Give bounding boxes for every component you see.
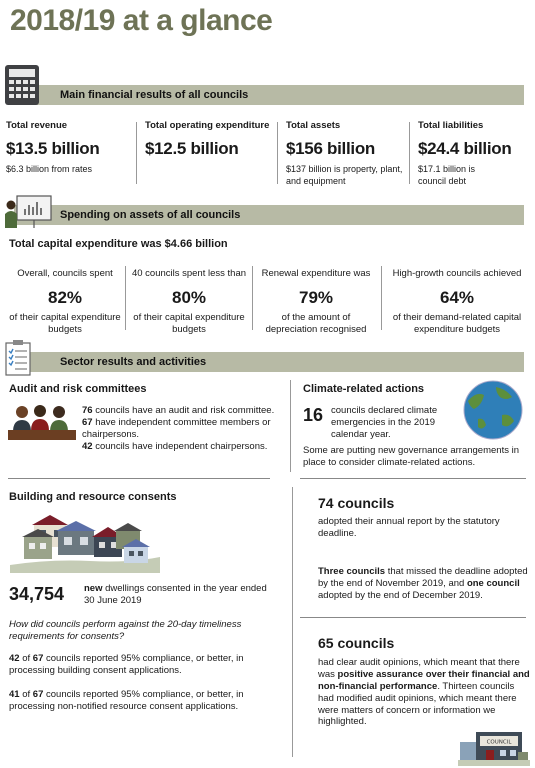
audit-text: have independent committee members or chairpersons. [82,417,271,440]
council-sign: COUNCIL [486,739,512,746]
column-divider [290,380,291,472]
opinions-text [318,657,530,728]
council-building-icon [458,722,530,766]
financial-value: $156 billion [286,138,375,158]
annual-desc: adopted by the end of December 2019. [318,589,483,601]
audit-heading: Audit and risk committees [9,383,147,395]
dwellings-number: 34,754 [9,584,65,604]
row-divider [300,617,526,618]
presenter-board-icon [3,194,53,230]
column-divider [292,487,293,757]
financial-heading: Total operating expenditure [145,120,270,131]
consent-question [9,619,279,643]
annual-bold: Three councils [318,566,386,577]
financial-value: $24.4 billion [418,138,512,158]
financial-item-revenue [6,120,132,176]
annual-desc: that missed the deadline adopted by the end of November 2019, and [318,566,528,589]
spending-note: of their demand-related capital expenditure budgets [392,312,522,335]
audit-number: 67 [82,417,93,428]
financial-note: $6.3 billion from rates [6,164,93,175]
spending-percent: 64% [439,287,475,307]
consent-building-stat [9,653,281,677]
spending-note: of their capital expenditure budgets [9,312,121,335]
section-band-financial [14,85,524,105]
building-heading: Building and resource consents [9,491,177,503]
audit-number: 76 [82,405,93,416]
consent-resource-stat [9,689,281,713]
audit-text: councils have an audit and risk committee. [92,405,275,416]
financial-heading: Total assets [286,120,341,131]
opinions-bold: positive assurance over their financial and non-financial performance [318,668,530,692]
page-title: 2018/19 at a glance [10,4,273,37]
column-divider [277,122,278,184]
spending-item [255,268,377,336]
financial-item-operating-expenditure [145,120,275,164]
spending-label: High-growth councils achieved [392,268,522,279]
calculator-icon [4,64,40,106]
annual-bold: one council [466,577,520,589]
dwellings-desc: dwellings consented in the year ended 30 June 2019 [84,583,267,606]
financial-note: $17.1 billion is council debt [418,164,476,186]
stat-number: 41 [9,689,20,700]
row-divider [8,478,270,479]
stat-of: of [19,689,33,700]
dwellings-new: new [84,583,103,594]
column-divider [125,266,126,330]
climate-number: 16 [303,405,324,425]
consent-question-text: How did councils perform against the 20-day timeliness requirements for consents? [9,619,242,642]
section-title: Spending on assets of all councils [60,209,241,221]
spending-item [6,268,124,336]
spending-label: Overall, councils spent [17,268,113,279]
capex-title: Total capital expenditure was $4.66 billion [9,238,228,250]
opinions-heading: 65 councils [318,635,395,651]
climate-heading: Climate-related actions [303,383,425,395]
dwellings-text [84,583,269,607]
opinions-desc: . Thirteen councils had modified audit opinions, which meant there were matters of concern or information we highlighted. [318,680,517,728]
stat-of: of [19,653,33,664]
spending-item [128,268,250,336]
financial-item-liabilities [418,120,530,188]
stat-text: councils reported 95% compliance, or better, in processing building consent applications. [9,653,244,676]
globe-icon [462,379,524,441]
section-title: Main financial results of all councils [60,89,249,101]
stat-text: councils reported 95% compliance, or better, in processing non-notified resource consent applications. [9,689,244,712]
audit-line [82,441,282,453]
stat-number: 67 [32,689,44,700]
spending-label: Renewal expenditure was [261,268,371,279]
row-divider [300,478,526,479]
annual-detail [318,566,528,602]
financial-value: $13.5 billion [6,138,100,158]
spending-percent: 80% [171,287,207,307]
climate-text: councils declared climate emergencies in the 2019 calendar year. [331,405,438,440]
stat-number: 42 [9,653,20,664]
column-divider [136,122,137,184]
audit-text: councils have independent chairpersons. [92,441,268,452]
opinions-desc: had clear audit opinions, which meant that there was [318,657,520,680]
spending-note: of the amount of depreciation recognised [265,312,367,335]
column-divider [409,122,410,184]
section-band-sector [14,352,524,372]
annual-text: adopted their annual report by the statutory deadline. [318,516,500,539]
spending-percent: 79% [298,287,334,307]
financial-note: $137 billion is property, plant, and equipment [286,164,403,186]
spending-percent: 82% [47,287,83,307]
audit-line [82,417,287,441]
spending-label: 40 councils spent less than [131,268,247,279]
section-band-spending [14,205,524,225]
financial-heading: Total liabilities [418,120,484,131]
stat-number: 67 [32,653,44,664]
checklist-icon [3,339,33,377]
financial-item-assets [286,120,406,188]
audit-number: 42 [82,441,93,452]
audit-line [82,405,282,417]
financial-value: $12.5 billion [145,138,239,158]
section-title: Sector results and activities [60,356,207,368]
climate-note: Some are putting new governance arrangements in place to consider climate-related actions. [303,445,519,468]
spending-note: of their capital expenditure budgets [133,312,245,335]
financial-heading: Total revenue [6,120,68,131]
committee-people-icon [8,404,76,442]
houses-icon [10,513,160,573]
column-divider [252,266,253,330]
annual-heading: 74 councils [318,495,395,511]
column-divider [381,266,382,330]
spending-item [384,268,530,336]
